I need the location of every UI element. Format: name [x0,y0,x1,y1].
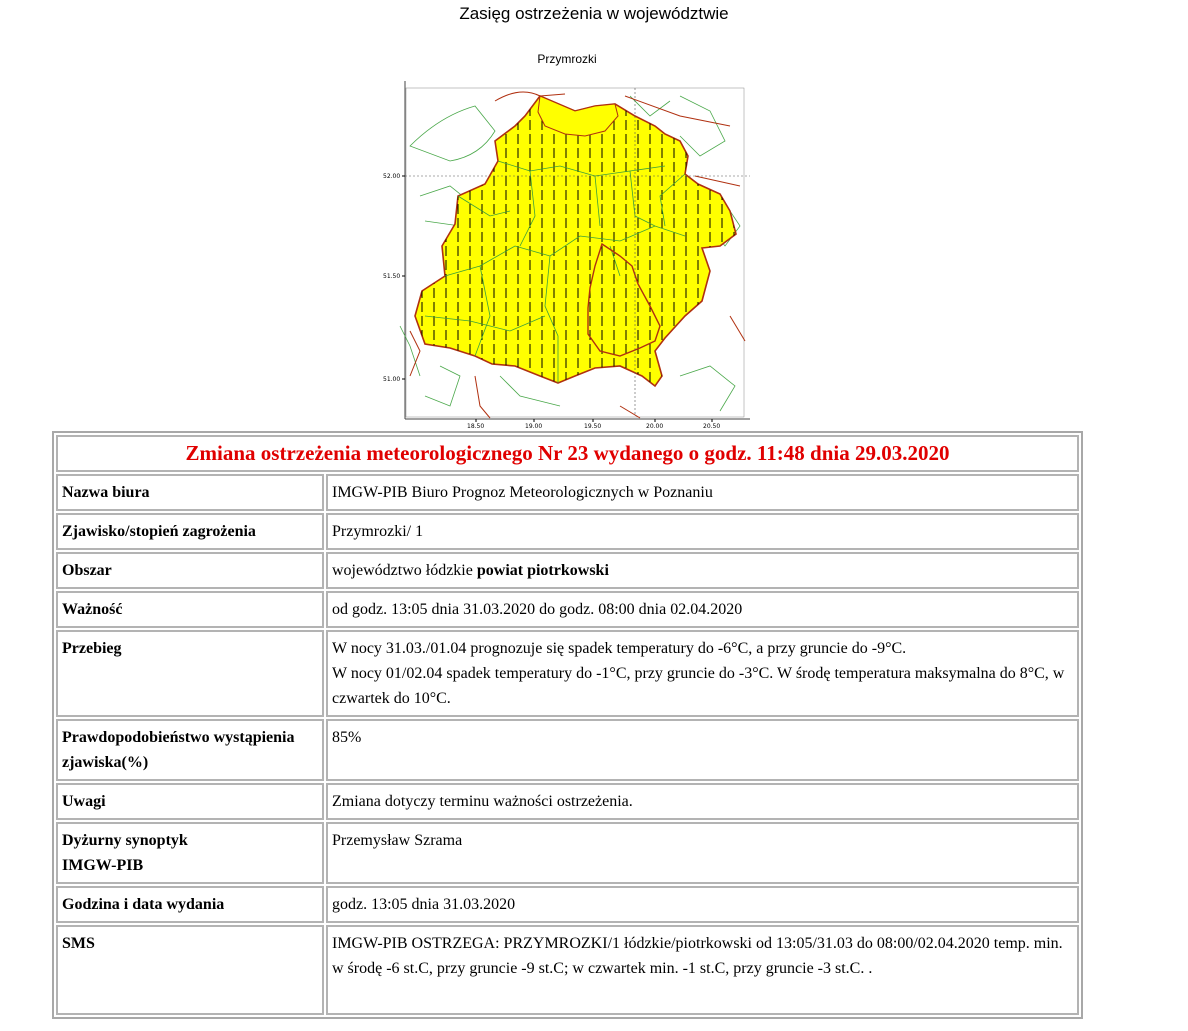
course-line-1: W nocy 31.03./01.04 prognozuje się spadek temperatury do -6°C, a przy gruncie do -9°C. [332,640,907,657]
x-tick-label: 20.50 [703,423,721,430]
table-row [56,630,1079,717]
y-tick-label: 51.50 [383,273,401,280]
table-row [56,591,1079,628]
warning-map [380,76,752,430]
table-row [56,513,1079,550]
area-voivodeship: województwo łódzkie [332,562,477,579]
y-tick-label: 51.00 [383,376,401,383]
row-label: Uwagi [56,783,324,820]
phenomenon-value: Przymrozki/ 1 [326,513,1079,550]
x-tick-label: 20.00 [646,423,664,430]
warning-header-row [56,435,1079,472]
area-county: powiat piotrkowski [476,562,609,579]
issued-value: godz. 13:05 dnia 31.03.2020 [326,886,1079,923]
table-row [56,886,1079,923]
table-row [56,925,1079,1015]
remarks-value: Zmiana dotyczy terminu ważności ostrzeżenia. [326,783,1079,820]
warning-table [52,431,1083,1019]
course-line-2: W nocy 01/02.04 spadek temperatury do -1°C, przy gruncie do -3°C. W środę temperatura maksymalna do 8°C, w czwartek do 10°C. [332,665,1065,707]
y-tick-label: 52.00 [383,173,401,180]
row-label: Nazwa biura [56,474,324,511]
page-title: Zasięg ostrzeżenia w województwie [459,4,729,23]
office-value: IMGW-PIB Biuro Prognoz Meteorologicznych w Poznaniu [326,474,1079,511]
row-label: Zjawisko/stopień zagrożenia [56,513,324,550]
x-tick-label: 19.50 [584,423,602,430]
area-value [326,552,1079,589]
row-label [56,822,324,884]
table-row [56,552,1079,589]
sms-value [326,925,1079,1015]
row-label: SMS [56,925,324,1015]
probability-value: 85% [326,719,1079,781]
forecaster-value: Przemysław Szrama [326,822,1079,884]
row-label: Godzina i data wydania [56,886,324,923]
row-label: Obszar [56,552,324,589]
warning-map-svg [380,76,752,430]
row-label: Przebieg [56,630,324,717]
table-row [56,719,1079,781]
sms-text: IMGW-PIB OSTRZEGA: PRZYMROZKI/1 łódzkie/piotrkowski od 13:05/31.03 do 08:00/02.04.2020 temp. min. w środę -6 st.C, przy gruncie -9 st.C; w czwartek min. -1 st.C, przy gruncie -3 st.C. . [332,935,1063,977]
table-row [56,783,1079,820]
x-tick-label: 19.00 [525,423,543,430]
table-row [56,822,1079,884]
validity-value: od godz. 13:05 dnia 31.03.2020 do godz. 08:00 dnia 02.04.2020 [326,591,1079,628]
course-value [326,630,1079,717]
forecaster-label-line-1: Dyżurny synoptyk [62,832,188,849]
table-row [56,474,1079,511]
row-label: Ważność [56,591,324,628]
forecaster-label-line-2: IMGW-PIB [62,857,144,874]
map-title: Przymrozki [537,52,597,66]
x-tick-label: 18.50 [467,423,485,430]
row-label: Prawdopodobieństwo wystąpienia zjawiska(%) [56,719,324,781]
warning-header: Zmiana ostrzeżenia meteorologicznego Nr 23 wydanego o godz. 11:48 dnia 29.03.2020 [56,435,1079,472]
